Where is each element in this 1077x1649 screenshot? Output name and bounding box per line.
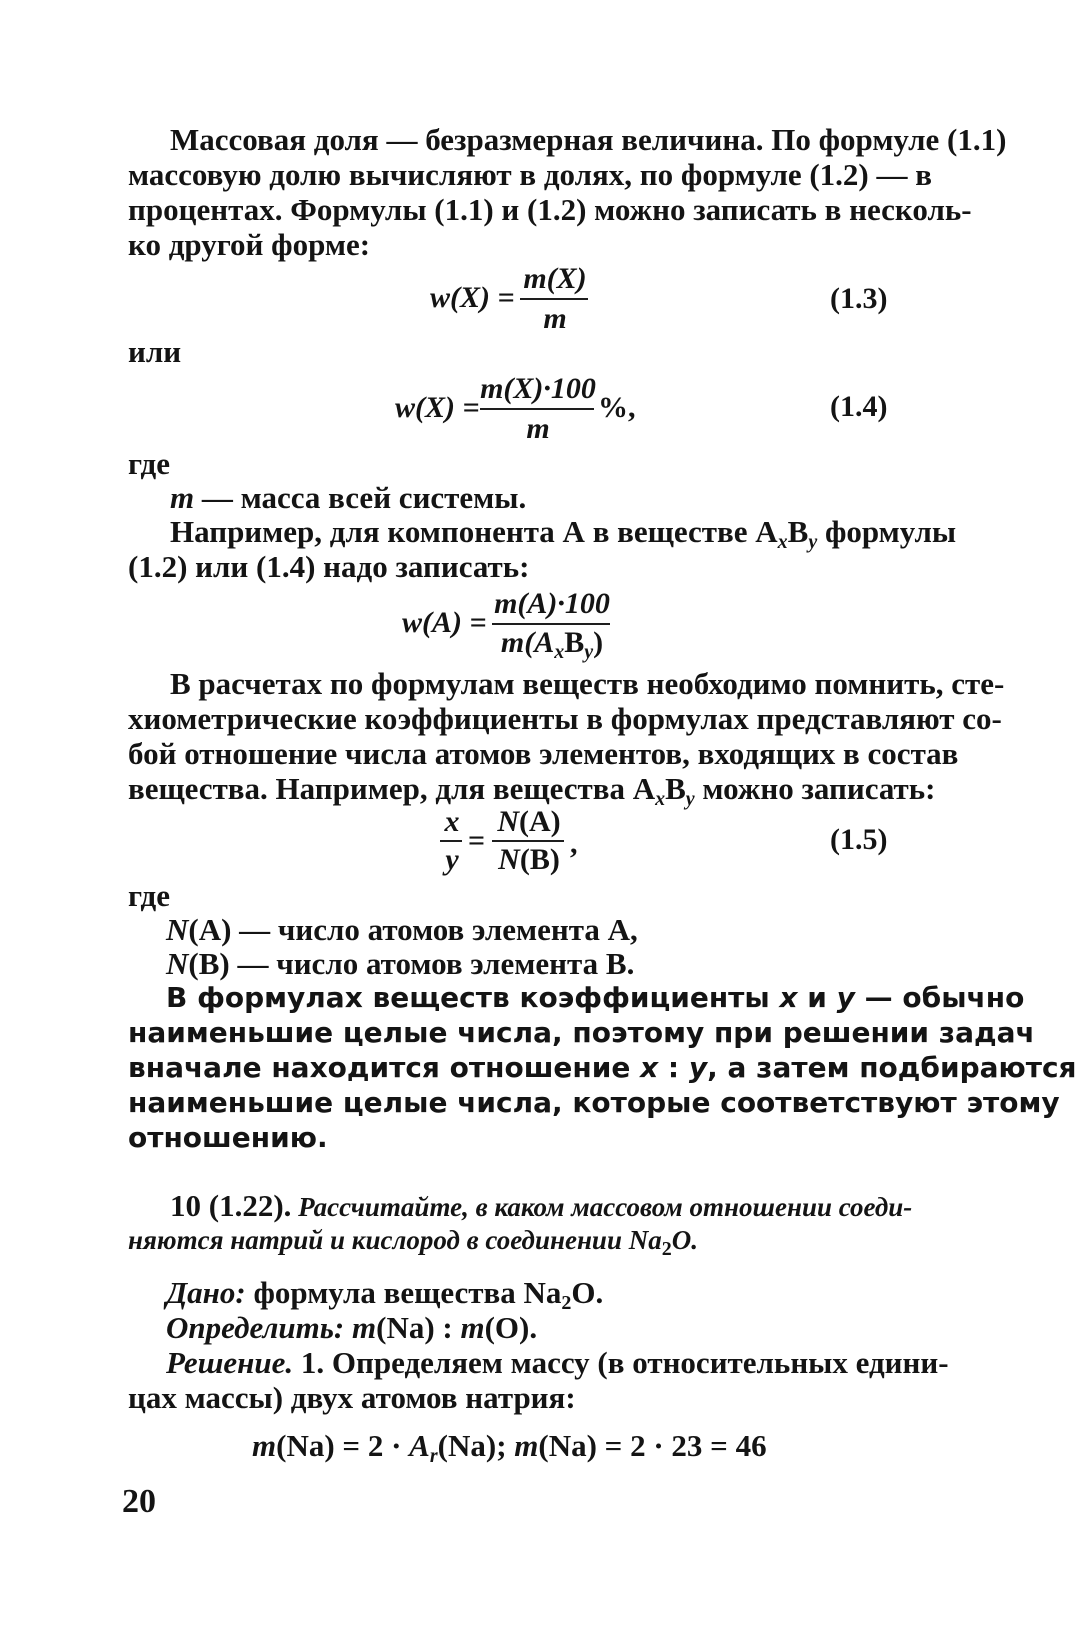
paragraph-4-line-5: отношению. [128, 1121, 328, 1154]
definition-nb: N(B) — число атомов элемента В. [166, 946, 635, 981]
formula-1-4-lhs: w(X) = [395, 391, 480, 424]
formula-1-3-denominator: m [543, 302, 567, 335]
paragraph-4-line-4: наименьшие целые числа, которые соответствуют этому [128, 1086, 1060, 1119]
page-number: 20 [122, 1483, 156, 1520]
formula-1-4-numerator: m(X)·100 [480, 372, 596, 405]
formula-1-3-lhs: w(X) = [430, 281, 515, 314]
formula-1-3-fraction-bar [520, 298, 588, 300]
formula-1-5-label: (1.5) [830, 823, 888, 856]
paragraph-3-line-2: хиометрические коэффициенты в формулах представляют со- [128, 701, 1002, 736]
word-gde-2: где [128, 878, 170, 913]
paragraph-4-line-1: В формулах веществ коэффициенты x и y — обычно [166, 981, 1025, 1014]
formula-1-3-label: (1.3) [830, 282, 888, 315]
paragraph-3-line-4: вещества. Например, для вещества $A_xB_y$ можно записать: [128, 771, 936, 810]
formula-1-5-fraction-bar [492, 840, 564, 842]
formula-1-5-numerator: N(A) [497, 805, 561, 838]
formula-w-a-fraction-bar [492, 623, 610, 625]
task-line-1: 10 (1.22). Рассчитайте, в каком массовом отношении соеди- [170, 1188, 913, 1223]
definition-m: m — масса всей системы. [170, 480, 527, 515]
paragraph-1-line-1: Массовая доля — безразмерная величина. По формуле (1.1) [170, 122, 1007, 157]
paragraph-3-line-3: бой отношение числа атомов элементов, входящих в состав [128, 736, 959, 771]
formula-1-5-denominator: N(B) [498, 843, 560, 876]
paragraph-1-line-3: процентах. Формулы (1.1) и (1.2) можно записать в несколь- [128, 192, 972, 227]
formula-1-3-numerator: m(X) [523, 262, 587, 295]
paragraph-1-line-4: ко другой форме: [128, 227, 371, 262]
formula-1-4-label: (1.4) [830, 390, 888, 423]
paragraph-2-line-1: Например, для компонента А в веществе $A_xB_y$ формулы [170, 514, 957, 553]
paragraph-1-line-2: массовую долю вычисляют в долях, по формуле (1.2) — в [128, 157, 932, 192]
formula-1-4-fraction-bar [480, 408, 594, 410]
paragraph-4-line-3: вначале находится отношение x : y, а затем подбираются [128, 1051, 1077, 1084]
paragraph-2-line-2: (1.2) или (1.4) надо записать: [128, 549, 530, 584]
solution-line-2: цах массы) двух атомов натрия: [128, 1380, 576, 1415]
solution-equation: $m(Na) = 2 \cdot A_r(Na)$; m(Na) = 2 · 23 = 46 [252, 1428, 767, 1467]
formula-w-a-lhs: w(A) = [402, 606, 487, 639]
formula-1-5-y: y [445, 843, 459, 876]
word-ili: или [128, 334, 182, 369]
paragraph-3-line-1: В расчетах по формулам веществ необходимо помнить, сте- [170, 666, 1005, 701]
given-line: Дано: формула вещества Na2O. [166, 1275, 604, 1314]
formula-w-a-numerator: m(A)·100 [494, 587, 610, 620]
task-line-2: няются натрий и кислород в соединении $Na_2O$. [128, 1225, 698, 1260]
definition-na: N(A) — число атомов элемента А, [166, 912, 638, 947]
formula-1-4-percent: %, [598, 391, 636, 424]
formula-1-5-equals: = [468, 824, 486, 857]
word-gde-1: где [128, 446, 170, 481]
formula-1-5-comma: , [570, 827, 578, 860]
paragraph-4-line-2: наименьшие целые числа, поэтому при решении задач [128, 1016, 1035, 1049]
solution-line-1: Решение. 1. Определяем массу (в относительных едини- [166, 1345, 949, 1380]
formula-w-a-denominator: $m(A_xB_y)$ [500, 626, 604, 663]
formula-1-5-xy-bar [440, 840, 462, 842]
find-line: Определить: m(Na) : m(O). [166, 1310, 538, 1345]
formula-1-4-denominator: m [526, 412, 550, 445]
formula-1-5-x: x [444, 805, 460, 838]
